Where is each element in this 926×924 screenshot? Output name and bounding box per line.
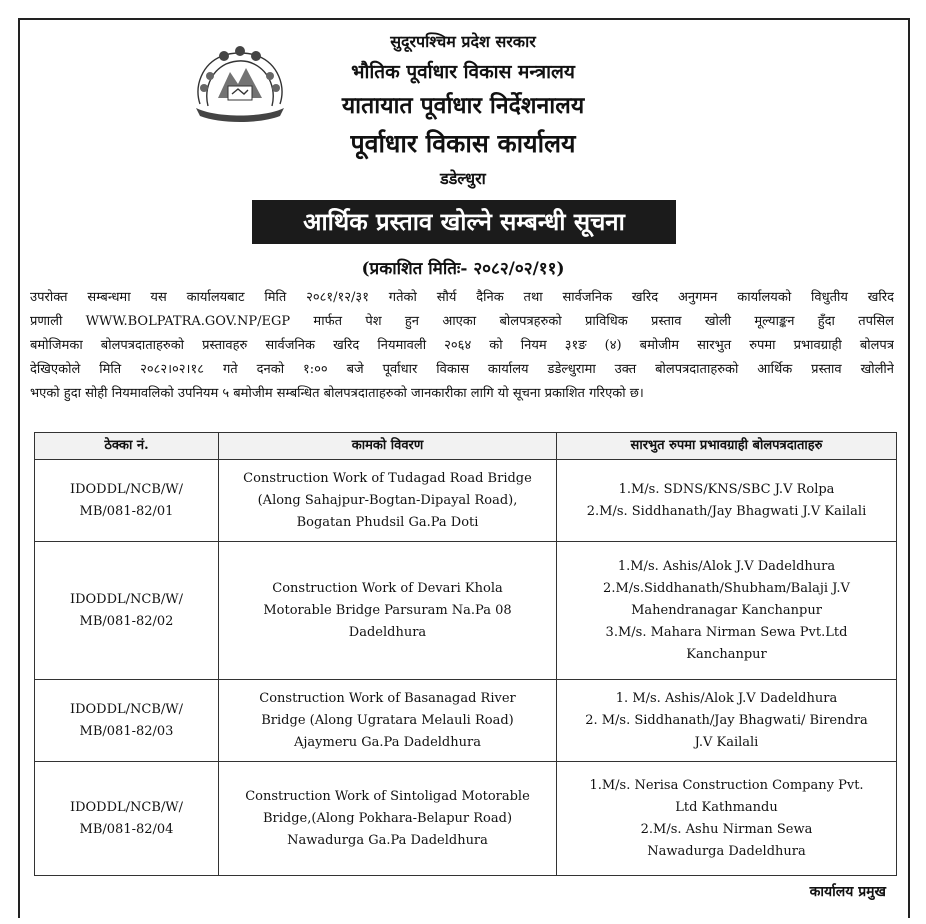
signature-office-chief: कार्यालय प्रमुख xyxy=(809,884,886,900)
work-description-cell: Construction Work of Tudagad Road Bridge (Along Sahajpur-Bogtan-Dipayal Road), Bogatan Phudsil Ga.Pa Doti xyxy=(219,460,557,542)
header-work-description: कामको विवरण xyxy=(219,433,557,460)
header-location: डडेल्धुरा xyxy=(440,169,486,188)
header-province: सुदूरपश्चिम प्रदेश सरकार xyxy=(390,32,536,51)
publish-date: (प्रकाशित मितिः- २०८२/०२/११) xyxy=(361,259,565,279)
contract-no-cell: IDODDL/NCB/W/ MB/081-82/04 xyxy=(35,762,219,876)
header-ministry: भौतिक पूर्वाधार विकास मन्त्रालय xyxy=(351,61,575,83)
header-office: पूर्वाधार विकास कार्यालय xyxy=(350,129,576,158)
table-row xyxy=(35,680,897,762)
table-row xyxy=(35,460,897,542)
table-row xyxy=(35,542,897,680)
bidders-cell: 1.M/s. SDNS/KNS/SBC J.V Rolpa 2.M/s. Siddhanath/Jay Bhagwati J.V Kailali xyxy=(557,460,897,542)
header-contract-no: ठेक्का नं. xyxy=(35,433,219,460)
bidders-cell: 1. M/s. Ashis/Alok J.V Dadeldhura 2. M/s. Siddhanath/Jay Bhagwati/ Birendra J.V Kailali xyxy=(557,680,897,762)
body-line: बमोजिमका बोलपत्रदाताहरुको प्रस्तावहरु सार्वजनिक खरिद नियमावली २०६४ को नियम ३१ङ (४) बमोजीम सारभुत रुपमा प्रभावग्राही बोलपत्र xyxy=(30,338,894,353)
header-directorate: यातायात पूर्वाधार निर्देशनालय xyxy=(341,92,585,119)
work-description-cell: Construction Work of Devari Khola Motorable Bridge Parsuram Na.Pa 08 Dadeldhura xyxy=(219,542,557,680)
bidders-table xyxy=(34,432,897,876)
body-line: भएको हुदा सोही नियमावलिको उपनियम ५ बमोजीम सम्बन्धित बोलपत्रदाताहरुको जानकारीका लागि यो सूचना प्रकाशित गरिएको छ। xyxy=(30,386,644,401)
contract-no-cell: IDODDL/NCB/W/ MB/081-82/02 xyxy=(35,542,219,680)
bidders-cell: 1.M/s. Ashis/Alok J.V Dadeldhura 2.M/s.Siddhanath/Shubham/Balaji J.V Mahendranagar Kanchanpur 3.M/s. Mahara Nirman Sewa Pvt.Ltd Kanchanpur xyxy=(557,542,897,680)
table-row xyxy=(35,762,897,876)
header-responsive-bidders: सारभुत रुपमा प्रभावग्राही बोलपत्रदाताहरु xyxy=(557,433,897,460)
work-description-cell: Construction Work of Basanagad River Bridge (Along Ugratara Melauli Road) Ajaymeru Ga.Pa Dadeldhura xyxy=(219,680,557,762)
body-line: प्रणाली WWW.BOLPATRA.GOV.NP/EGP मार्फत पेश हुन आएका बोलपत्रहरुको प्राविधिक प्रस्ताव खोली मूल्याङ्कन हुँदा तपसिल xyxy=(30,314,894,329)
notice-body xyxy=(30,286,894,406)
body-line: देखिएकोले मिति २०८२।०२।१८ गते दनको १:०० बजे पूर्वाधार विकास कार्यालय डडेल्धुरामा उक्त बोलपत्रदाताहरुको आर्थिक प्रस्ताव खोलीने xyxy=(30,362,894,377)
body-line: उपरोक्त सम्बन्धमा यस कार्यालयबाट मिति २०८१/१२/३१ गतेको सौर्य दैनिक तथा सार्वजनिक खरिद अनुगमन कार्यालयको विधुतीय खरिद xyxy=(30,290,894,305)
table-header-row xyxy=(35,433,897,460)
notice-title: आर्थिक प्रस्ताव खोल्ने सम्बन्धी सूचना xyxy=(252,200,676,244)
contract-no-cell: IDODDL/NCB/W/ MB/081-82/03 xyxy=(35,680,219,762)
contract-no-cell: IDODDL/NCB/W/ MB/081-82/01 xyxy=(35,460,219,542)
bidders-cell: 1.M/s. Nerisa Construction Company Pvt. Ltd Kathmandu 2.M/s. Ashu Nirman Sewa Nawadurga Dadeldhura xyxy=(557,762,897,876)
work-description-cell: Construction Work of Sintoligad Motorable Bridge,(Along Pokhara-Belapur Road) Nawadurga Ga.Pa Dadeldhura xyxy=(219,762,557,876)
